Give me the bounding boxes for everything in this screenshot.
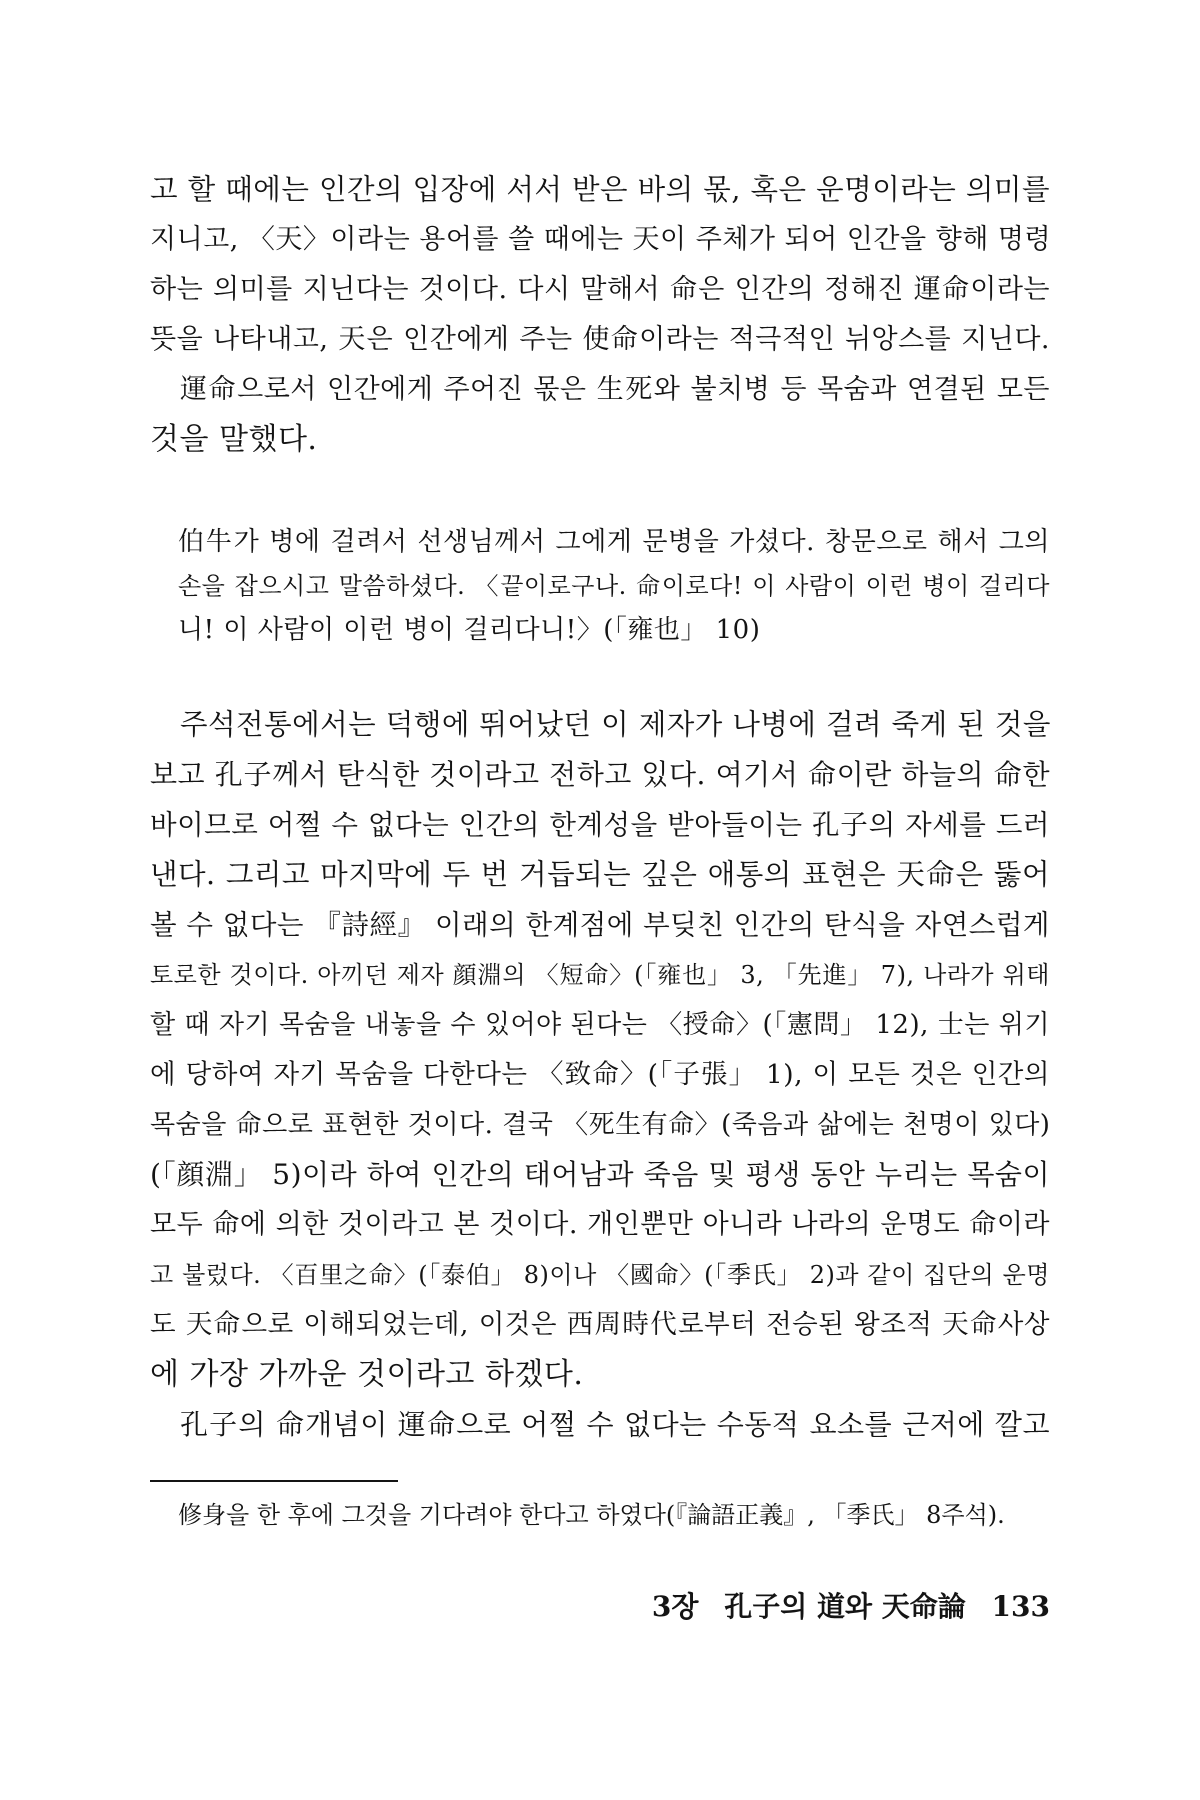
body-line: (「顔淵」 5)이라 하여 인간의 태어남과 죽음 및 평생 동안 누리는 목숨이: [150, 1158, 1050, 1191]
body-line: 모두 命에 의한 것이라고 본 것이다. 개인뿐만 아니라 나라의 운명도 命이라: [150, 1209, 1050, 1240]
footnote: 修身을 한 후에 그것을 기다려야 한다고 하였다(『論語正義』, 「季氏」 8주석).: [178, 1501, 1005, 1529]
body-line: 고 불렀다. 〈百里之命〉(「泰伯」 8)이나 〈國命〉(「季氏」 2)과 같이 집단의 운명: [150, 1261, 1050, 1289]
body-line: 에 가장 가까운 것이라고 하겠다.: [150, 1357, 584, 1392]
body-line: 바이므로 어쩔 수 없다는 인간의 한계성을 받아들이는 孔子의 자세를 드러: [150, 809, 1050, 841]
body-line: 하는 의미를 지닌다는 것이다. 다시 말해서 命은 인간의 정해진 運命이라는: [150, 274, 1050, 305]
body-text-bottom: [150, 700, 1050, 1450]
page-number: 133: [991, 1590, 1050, 1623]
quote-line: 니! 이 사람이 이런 병이 걸리다니!〉(「雍也」 10): [178, 615, 761, 645]
body-line: 지니고, 〈天〉이라는 용어를 쓸 때에는 天이 주체가 되어 인간을 향해 명령: [150, 224, 1052, 255]
body-line: 토로한 것이다. 아끼던 제자 顔淵의 〈短命〉(「雍也」 3, 「先進」 7), 나라가 위태: [150, 961, 1050, 989]
body-line: 낸다. 그리고 마지막에 두 번 거듭되는 깊은 애통의 표현은 天命은 뚫어: [150, 858, 1050, 891]
quote-line: 손을 잡으시고 말씀하셨다. 〈끝이로구나. 命이로다! 이 사람이 이런 병이 걸리다: [178, 572, 1050, 600]
quote-line: 伯牛가 병에 걸려서 선생님께서 그에게 문병을 가셨다. 창문으로 해서 그의: [178, 527, 1050, 557]
running-footer: [600, 1587, 1050, 1627]
body-line: 도 天命으로 이해되었는데, 이것은 西周時代로부터 전승된 왕조적 天命사상: [150, 1309, 1050, 1340]
body-line: 볼 수 없다는 『詩經』 이래의 한계점에 부딪친 인간의 탄식을 자연스럽게: [150, 909, 1050, 941]
chapter-title: 孔子의 道와 天命論: [724, 1590, 966, 1623]
body-line: 에 당하여 자기 목숨을 다한다는 〈致命〉(「子張」 1), 이 모든 것은 인간의: [150, 1059, 1050, 1090]
body-line: 고 할 때에는 인간의 입장에 서서 받은 바의 몫, 혹은 운명이라는 의미를: [150, 173, 1050, 206]
body-text-top: [150, 165, 1050, 465]
body-line: 뜻을 나타내고, 天은 인간에게 주는 使命이라는 적극적인 뉘앙스를 지닌다.: [150, 324, 1050, 355]
body-line: 運命으로서 인간에게 주어진 몫은 生死와 불치병 등 목숨과 연결된 모든: [180, 374, 1050, 405]
body-line: 목숨을 命으로 표현한 것이다. 결국 〈死生有命〉(죽음과 삶에는 천명이 있다): [150, 1110, 1051, 1140]
body-line: 孔子의 命개념이 運命으로 어쩔 수 없다는 수동적 요소를 근저에 깔고: [180, 1408, 1050, 1441]
body-line: 주석전통에서는 덕행에 뛰어났던 이 제자가 나병에 걸려 죽게 된 것을: [180, 708, 1051, 741]
footnote-divider: [150, 1480, 398, 1482]
body-line: 보고 孔子께서 탄식한 것이라고 전하고 있다. 여기서 命이란 하늘의 命한: [150, 758, 1050, 791]
body-line: 것을 말했다.: [150, 422, 318, 457]
body-line: 할 때 자기 목숨을 내놓을 수 있어야 된다는 〈授命〉(「憲問」 12), 士는 위기: [150, 1010, 1050, 1040]
chapter-label: 3장: [651, 1590, 699, 1623]
block-quote: [178, 520, 1050, 652]
